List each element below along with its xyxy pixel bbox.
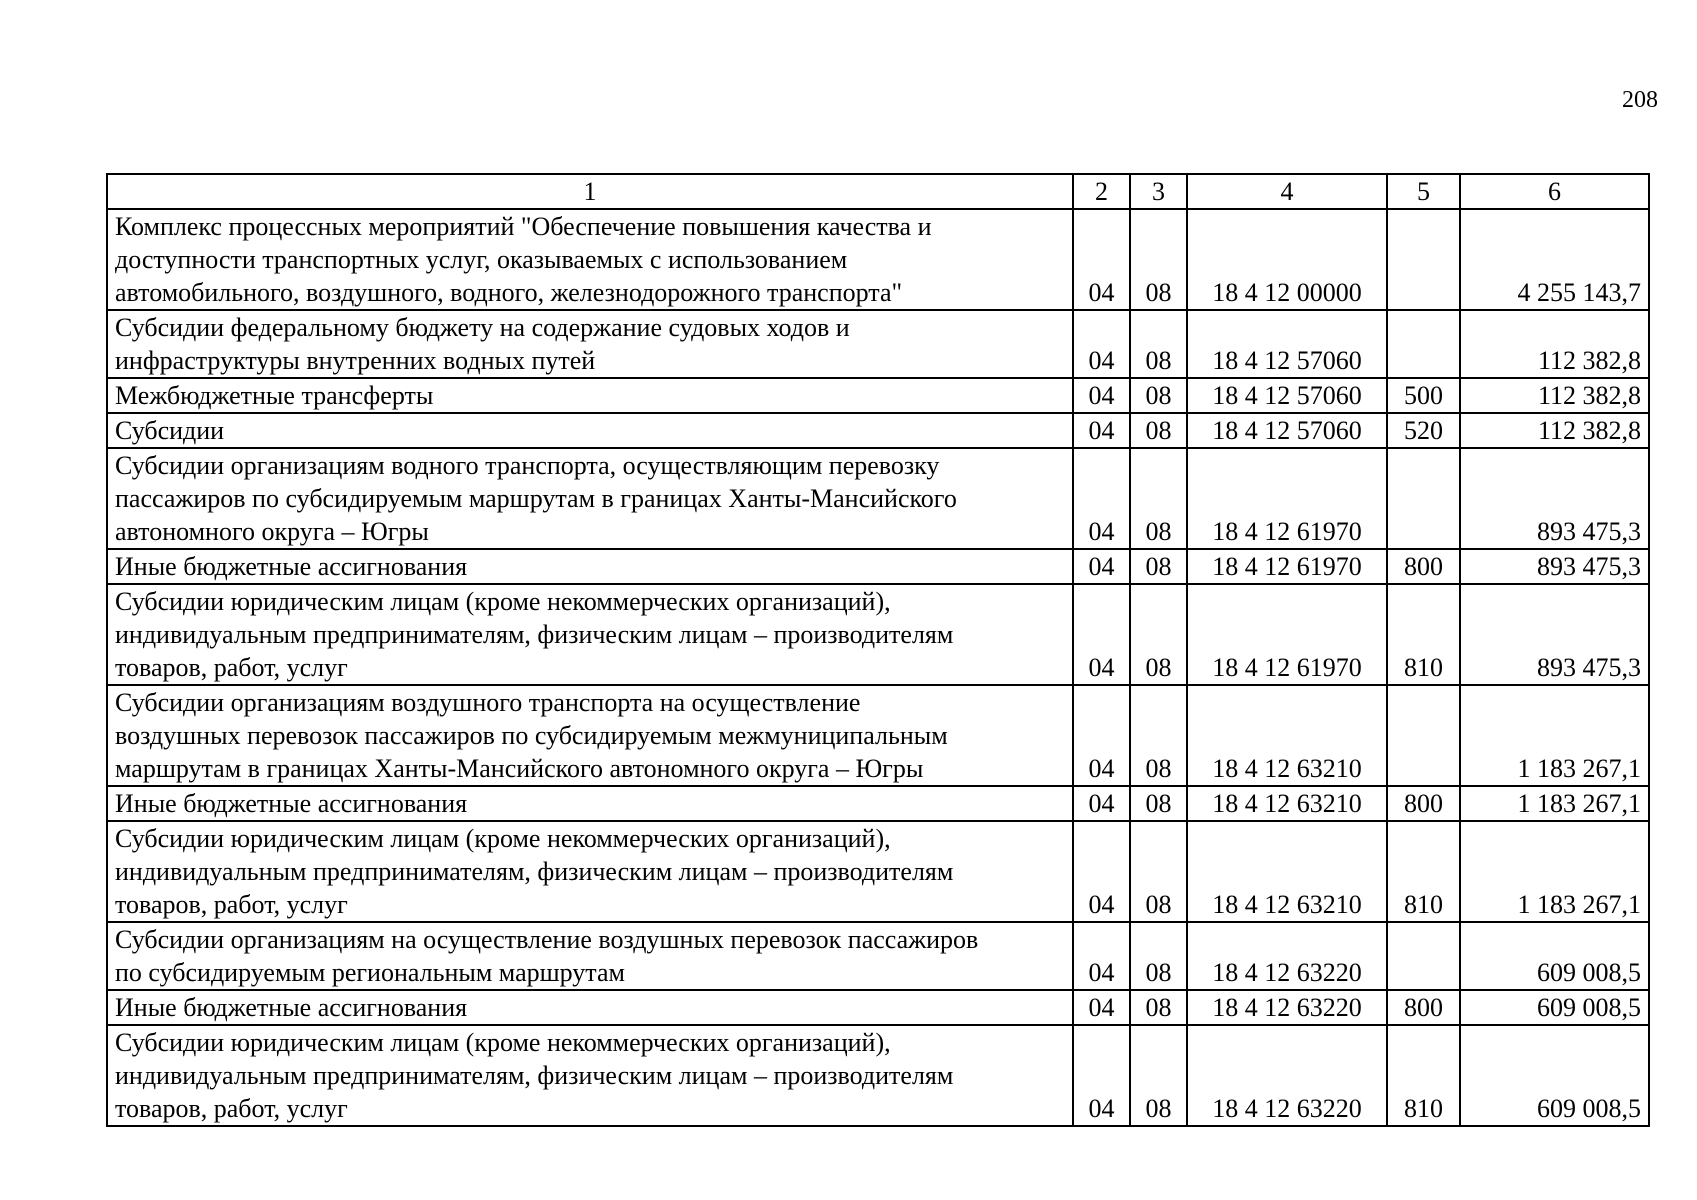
amount-cell: 1 183 267,1 xyxy=(1460,786,1649,821)
table-row xyxy=(107,448,1649,549)
amount-cell: 609 008,5 xyxy=(1460,922,1649,990)
table-row xyxy=(107,310,1649,378)
expense-type-cell xyxy=(1387,209,1460,310)
table-row xyxy=(107,549,1649,584)
subsection-code-cell: 08 xyxy=(1130,1025,1187,1126)
header-cell-6: 6 xyxy=(1460,174,1649,209)
row-name-line: товаров, работ, услуг xyxy=(115,890,348,919)
section-code-cell: 04 xyxy=(1073,413,1130,448)
row-name-cell xyxy=(107,821,1073,922)
subsection-code-cell: 08 xyxy=(1130,549,1187,584)
table-row xyxy=(107,685,1649,786)
amount-cell: 112 382,8 xyxy=(1460,310,1649,378)
target-article-cell: 18 4 12 63220 xyxy=(1187,922,1387,990)
amount-cell: 893 475,3 xyxy=(1460,549,1649,584)
amount-cell: 609 008,5 xyxy=(1460,990,1649,1025)
expense-type-cell: 800 xyxy=(1387,990,1460,1025)
target-article-cell: 18 4 12 63210 xyxy=(1187,821,1387,922)
section-code-cell: 04 xyxy=(1073,786,1130,821)
expense-type-cell: 800 xyxy=(1387,549,1460,584)
header-cell-4: 4 xyxy=(1187,174,1387,209)
subsection-code-cell: 08 xyxy=(1130,310,1187,378)
row-name-line: Межбюджетные трансферты xyxy=(115,381,434,410)
row-name-line: автомобильного, воздушного, водного, железнодорожного транспорта" xyxy=(115,278,903,307)
row-name-line: по субсидируемым региональным маршрутам xyxy=(115,958,625,987)
target-article-cell: 18 4 12 63220 xyxy=(1187,1025,1387,1126)
header-cell-5: 5 xyxy=(1387,174,1460,209)
target-article-cell: 18 4 12 00000 xyxy=(1187,209,1387,310)
subsection-code-cell: 08 xyxy=(1130,922,1187,990)
row-name-cell xyxy=(107,1025,1073,1126)
amount-cell: 112 382,8 xyxy=(1460,413,1649,448)
amount-cell: 4 255 143,7 xyxy=(1460,209,1649,310)
amount-cell: 893 475,3 xyxy=(1460,584,1649,685)
section-code-cell: 04 xyxy=(1073,378,1130,413)
table-header-row xyxy=(107,174,1649,209)
header-cell-3: 3 xyxy=(1130,174,1187,209)
section-code-cell: 04 xyxy=(1073,990,1130,1025)
row-name-line: индивидуальным предпринимателям, физическим лицам – производителям xyxy=(115,857,954,886)
row-name-cell xyxy=(107,413,1073,448)
table-row xyxy=(107,990,1649,1025)
page-number: 208 xyxy=(1622,87,1658,113)
row-name-line: Иные бюджетные ассигнования xyxy=(115,993,468,1022)
table-row xyxy=(107,378,1649,413)
row-name-line: индивидуальным предпринимателям, физическим лицам – производителям xyxy=(115,1061,954,1090)
expense-type-cell xyxy=(1387,685,1460,786)
table-row xyxy=(107,821,1649,922)
section-code-cell: 04 xyxy=(1073,685,1130,786)
target-article-cell: 18 4 12 61970 xyxy=(1187,549,1387,584)
subsection-code-cell: 08 xyxy=(1130,209,1187,310)
amount-cell: 893 475,3 xyxy=(1460,448,1649,549)
target-article-cell: 18 4 12 57060 xyxy=(1187,413,1387,448)
row-name-line: воздушных перевозок пассажиров по субсидируемым межмуниципальным xyxy=(115,721,948,750)
section-code-cell: 04 xyxy=(1073,1025,1130,1126)
expense-type-cell: 810 xyxy=(1387,1025,1460,1126)
row-name-line: Субсидии организациям воздушного транспорта на осуществление xyxy=(115,688,861,717)
section-code-cell: 04 xyxy=(1073,448,1130,549)
target-article-cell: 18 4 12 57060 xyxy=(1187,310,1387,378)
row-name-cell xyxy=(107,378,1073,413)
section-code-cell: 04 xyxy=(1073,310,1130,378)
row-name-line: Субсидии xyxy=(115,416,225,445)
row-name-cell xyxy=(107,209,1073,310)
row-name-line: Субсидии федеральному бюджету на содержание судовых ходов и xyxy=(115,313,850,342)
table-body xyxy=(107,174,1649,1126)
amount-cell: 1 183 267,1 xyxy=(1460,685,1649,786)
expense-type-cell xyxy=(1387,448,1460,549)
header-cell-1: 1 xyxy=(107,174,1073,209)
row-name-line: Субсидии юридическим лицам (кроме некоммерческих организаций), xyxy=(115,1028,891,1057)
target-article-cell: 18 4 12 61970 xyxy=(1187,448,1387,549)
row-name-cell xyxy=(107,990,1073,1025)
expense-type-cell xyxy=(1387,922,1460,990)
table-row xyxy=(107,584,1649,685)
table-row xyxy=(107,1025,1649,1126)
row-name-cell xyxy=(107,786,1073,821)
subsection-code-cell: 08 xyxy=(1130,990,1187,1025)
section-code-cell: 04 xyxy=(1073,821,1130,922)
row-name-cell xyxy=(107,685,1073,786)
row-name-line: Субсидии юридическим лицам (кроме некоммерческих организаций), xyxy=(115,824,891,853)
target-article-cell: 18 4 12 63210 xyxy=(1187,786,1387,821)
expense-type-cell: 810 xyxy=(1387,584,1460,685)
target-article-cell: 18 4 12 61970 xyxy=(1187,584,1387,685)
row-name-line: Субсидии юридическим лицам (кроме некоммерческих организаций), xyxy=(115,587,891,616)
subsection-code-cell: 08 xyxy=(1130,448,1187,549)
subsection-code-cell: 08 xyxy=(1130,413,1187,448)
target-article-cell: 18 4 12 63220 xyxy=(1187,990,1387,1025)
table-row xyxy=(107,413,1649,448)
amount-cell: 609 008,5 xyxy=(1460,1025,1649,1126)
target-article-cell: 18 4 12 63210 xyxy=(1187,685,1387,786)
expense-type-cell: 520 xyxy=(1387,413,1460,448)
table-row xyxy=(107,209,1649,310)
expense-type-cell: 500 xyxy=(1387,378,1460,413)
expense-type-cell xyxy=(1387,310,1460,378)
row-name-line: автономного округа – Югры xyxy=(115,517,429,546)
row-name-line: инфраструктуры внутренних водных путей xyxy=(115,346,596,375)
subsection-code-cell: 08 xyxy=(1130,685,1187,786)
row-name-cell xyxy=(107,448,1073,549)
subsection-code-cell: 08 xyxy=(1130,584,1187,685)
section-code-cell: 04 xyxy=(1073,584,1130,685)
row-name-line: Субсидии организациям водного транспорта, осуществляющим перевозку xyxy=(115,451,940,480)
row-name-line: товаров, работ, услуг xyxy=(115,1094,348,1123)
row-name-line: Субсидии организациям на осуществление воздушных перевозок пассажиров xyxy=(115,925,979,954)
row-name-line: маршрутам в границах Ханты-Мансийского автономного округа – Югры xyxy=(115,754,924,783)
amount-cell: 1 183 267,1 xyxy=(1460,821,1649,922)
expense-type-cell: 800 xyxy=(1387,786,1460,821)
subsection-code-cell: 08 xyxy=(1130,821,1187,922)
header-cell-2: 2 xyxy=(1073,174,1130,209)
subsection-code-cell: 08 xyxy=(1130,378,1187,413)
budget-table xyxy=(106,173,1650,1127)
table-row xyxy=(107,786,1649,821)
section-code-cell: 04 xyxy=(1073,209,1130,310)
expense-type-cell: 810 xyxy=(1387,821,1460,922)
row-name-cell xyxy=(107,310,1073,378)
table-row xyxy=(107,922,1649,990)
row-name-cell xyxy=(107,584,1073,685)
row-name-line: индивидуальным предпринимателям, физическим лицам – производителям xyxy=(115,620,954,649)
row-name-line: товаров, работ, услуг xyxy=(115,653,348,682)
row-name-line: Иные бюджетные ассигнования xyxy=(115,789,468,818)
row-name-cell xyxy=(107,549,1073,584)
subsection-code-cell: 08 xyxy=(1130,786,1187,821)
row-name-cell xyxy=(107,922,1073,990)
row-name-line: пассажиров по субсидируемым маршрутам в границах Ханты-Мансийского xyxy=(115,484,957,513)
amount-cell: 112 382,8 xyxy=(1460,378,1649,413)
row-name-line: Иные бюджетные ассигнования xyxy=(115,552,468,581)
row-name-line: доступности транспортных услуг, оказываемых с использованием xyxy=(115,245,848,274)
target-article-cell: 18 4 12 57060 xyxy=(1187,378,1387,413)
section-code-cell: 04 xyxy=(1073,549,1130,584)
section-code-cell: 04 xyxy=(1073,922,1130,990)
row-name-line: Комплекс процессных мероприятий "Обеспечение повышения качества и xyxy=(115,212,932,241)
